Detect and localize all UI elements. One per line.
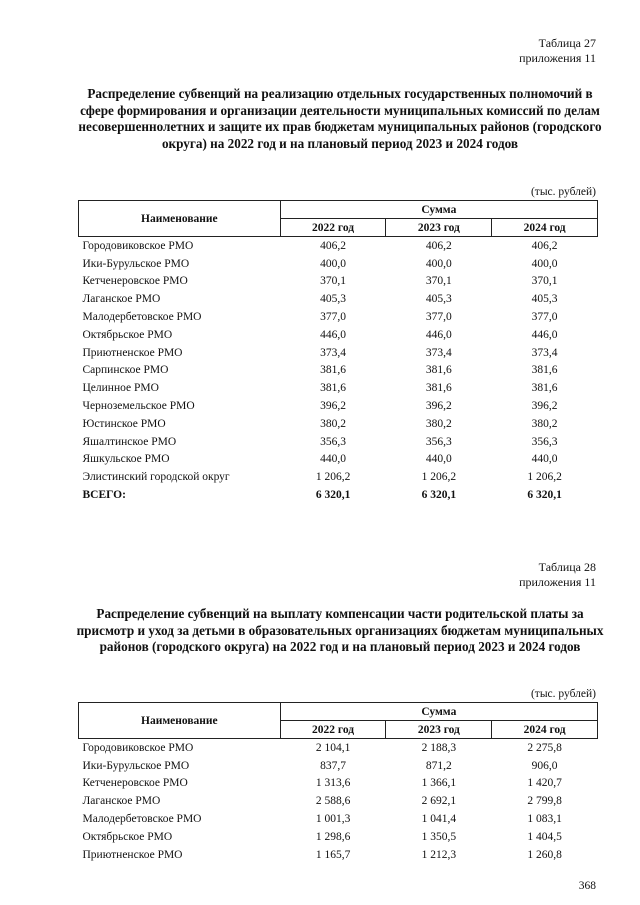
- table28-reference: [519, 560, 596, 590]
- value-2022: 1 206,2: [315, 471, 351, 484]
- table28-unit: (тыс. рублей): [530, 688, 596, 700]
- value-2023: 370,1: [425, 275, 452, 288]
- total-row: [79, 486, 598, 504]
- table-row: [79, 792, 598, 810]
- value-2022: 396,2: [320, 400, 346, 413]
- value-2022: 373,4: [320, 346, 346, 359]
- table-row: [79, 775, 598, 793]
- value-2023: 400,0: [425, 257, 452, 270]
- value-2022: 381,6: [320, 382, 346, 395]
- value-2023: 1 366,1: [421, 777, 457, 790]
- table28-header-name: Наименование: [79, 703, 281, 739]
- table-row: [79, 273, 598, 291]
- table27-unit: (тыс. рублей): [530, 186, 596, 198]
- table27-header-2023: 2023 год: [386, 219, 492, 237]
- table-row: [79, 739, 598, 757]
- row-name: Городовиковское РМО: [82, 239, 194, 252]
- row-name: Малодербетовское РМО: [82, 813, 202, 826]
- table27: [78, 200, 598, 504]
- row-name: Яшкульское РМО: [82, 453, 170, 466]
- value-2023: 1 212,3: [421, 848, 457, 861]
- row-name: Яшалтинское РМО: [82, 435, 177, 448]
- table27-reference: [519, 36, 596, 66]
- value-2022: 2 588,6: [315, 795, 351, 808]
- value-2024: 381,6: [531, 382, 558, 395]
- row-name: Кетченеровское РМО: [82, 275, 188, 288]
- row-name: Лаганское РМО: [82, 795, 161, 808]
- table-row: [79, 237, 598, 255]
- row-name: Элистинский городской округ: [82, 471, 230, 484]
- value-2022: 440,0: [320, 453, 346, 466]
- table27-header-name: Наименование: [79, 201, 281, 237]
- value-2024: 446,0: [531, 328, 558, 341]
- table27-header-2022: 2022 год: [280, 219, 386, 237]
- table-row: [79, 255, 598, 273]
- table-row: [79, 415, 598, 433]
- value-2024: 405,3: [531, 293, 558, 306]
- table27-title: Распределение субвенций на реализацию отдельных государственных полномочий в сфере формирования и организации деятельности муниципальных комиссий по делам несовершеннолетних и защите их прав бюджетам муниципальных районов (городского округа) на 2022 год и на плановый период 2023 и 2024 годов: [78, 86, 602, 151]
- table28-header-2023: 2023 год: [386, 721, 492, 739]
- value-2023: 2 188,3: [421, 741, 457, 754]
- value-2023: 381,6: [425, 364, 452, 377]
- table-row: [79, 433, 598, 451]
- table-row: [79, 846, 598, 864]
- total-label: ВСЕГО:: [82, 489, 126, 502]
- table-row: [79, 451, 598, 469]
- value-2022: 1 298,6: [315, 830, 351, 843]
- value-2024: 381,6: [531, 364, 558, 377]
- row-name: Октябрьское РМО: [82, 830, 173, 843]
- row-name: Приютненское РМО: [82, 346, 183, 359]
- value-2022: 381,6: [320, 364, 346, 377]
- value-2022: 1 313,6: [315, 777, 351, 790]
- value-2023: 406,2: [425, 239, 452, 252]
- table-row: [79, 362, 598, 380]
- value-2023: 1 350,5: [421, 830, 457, 843]
- value-2024: 373,4: [531, 346, 558, 359]
- value-2023: 871,2: [425, 759, 452, 772]
- value-2024: 440,0: [531, 453, 558, 466]
- value-2023: 446,0: [425, 328, 452, 341]
- table-row: [79, 344, 598, 362]
- value-2022: 2 104,1: [315, 741, 351, 754]
- value-2023: 377,0: [425, 311, 452, 324]
- total-2023: 6 320,1: [421, 489, 457, 502]
- table-row: [79, 379, 598, 397]
- row-name: Черноземельское РМО: [82, 400, 195, 413]
- value-2022: 370,1: [320, 275, 346, 288]
- table28-ref-appendix: приложения 11: [519, 575, 596, 589]
- row-name: Ики-Бурульское РМО: [82, 257, 190, 270]
- row-name: Целинное РМО: [82, 382, 159, 395]
- value-2023: 2 692,1: [421, 795, 457, 808]
- row-name: Сарпинское РМО: [82, 364, 169, 377]
- value-2022: 446,0: [320, 328, 346, 341]
- row-name: Ики-Бурульское РМО: [82, 759, 190, 772]
- value-2023: 405,3: [425, 293, 452, 306]
- value-2024: 2 799,8: [527, 795, 562, 808]
- value-2022: 837,7: [320, 759, 346, 772]
- value-2022: 1 165,7: [315, 848, 351, 861]
- value-2024: 2 275,8: [527, 741, 562, 754]
- table27-header-sum: Сумма: [280, 201, 597, 219]
- value-2023: 1 206,2: [421, 471, 457, 484]
- value-2022: 406,2: [320, 239, 346, 252]
- value-2022: 377,0: [320, 311, 346, 324]
- total-2022: 6 320,1: [315, 489, 351, 502]
- value-2022: 1 001,3: [315, 813, 351, 826]
- value-2024: 396,2: [531, 400, 558, 413]
- value-2023: 373,4: [425, 346, 452, 359]
- row-name: Приютненское РМО: [82, 848, 183, 861]
- table-row: [79, 468, 598, 486]
- table28-title: Распределение субвенций на выплату компенсации части родительской платы за присмотр и уход за детьми в образовательных организациях бюджетам муниципальных районов (городского округа) на 2022 год и на плановый период 2023 и 2024 годов: [76, 606, 604, 654]
- value-2024: 406,2: [531, 239, 558, 252]
- table-row: [79, 290, 598, 308]
- table-row: [79, 326, 598, 344]
- row-name: Лаганское РМО: [82, 293, 161, 306]
- table28-header-sum: Сумма: [280, 703, 597, 721]
- page-number: 368: [578, 880, 596, 892]
- value-2022: 405,3: [320, 293, 346, 306]
- value-2022: 400,0: [320, 257, 346, 270]
- value-2023: 396,2: [425, 400, 452, 413]
- value-2022: 356,3: [320, 435, 346, 448]
- table27-header-2024: 2024 год: [492, 219, 598, 237]
- row-name: Кетченеровское РМО: [82, 777, 188, 790]
- table28: [78, 702, 598, 864]
- total-2024: 6 320,1: [527, 489, 562, 502]
- table27-ref-number: Таблица 27: [538, 36, 596, 50]
- value-2024: 1 260,8: [527, 848, 562, 861]
- row-name: Малодербетовское РМО: [82, 311, 202, 324]
- table-row: [79, 757, 598, 775]
- value-2024: 1 404,5: [527, 830, 562, 843]
- value-2024: 1 206,2: [527, 471, 562, 484]
- row-name: Юстинское РМО: [82, 417, 166, 430]
- row-name: Городовиковское РМО: [82, 741, 194, 754]
- value-2024: 1 083,1: [527, 813, 562, 826]
- value-2024: 380,2: [531, 417, 558, 430]
- value-2023: 380,2: [425, 417, 452, 430]
- table28-ref-number: Таблица 28: [538, 560, 596, 574]
- row-name: Октябрьское РМО: [82, 328, 173, 341]
- table-row: [79, 397, 598, 415]
- value-2024: 1 420,7: [527, 777, 562, 790]
- table27-ref-appendix: приложения 11: [519, 51, 596, 65]
- table28-header-2024: 2024 год: [492, 721, 598, 739]
- value-2024: 356,3: [531, 435, 558, 448]
- value-2023: 1 041,4: [421, 813, 457, 826]
- value-2023: 440,0: [425, 453, 452, 466]
- value-2024: 370,1: [531, 275, 558, 288]
- value-2024: 400,0: [531, 257, 558, 270]
- value-2024: 377,0: [531, 311, 558, 324]
- table-row: [79, 308, 598, 326]
- value-2023: 356,3: [425, 435, 452, 448]
- value-2023: 381,6: [425, 382, 452, 395]
- table-row: [79, 828, 598, 846]
- table28-header-2022: 2022 год: [280, 721, 386, 739]
- value-2024: 906,0: [531, 759, 558, 772]
- value-2022: 380,2: [320, 417, 346, 430]
- table-row: [79, 810, 598, 828]
